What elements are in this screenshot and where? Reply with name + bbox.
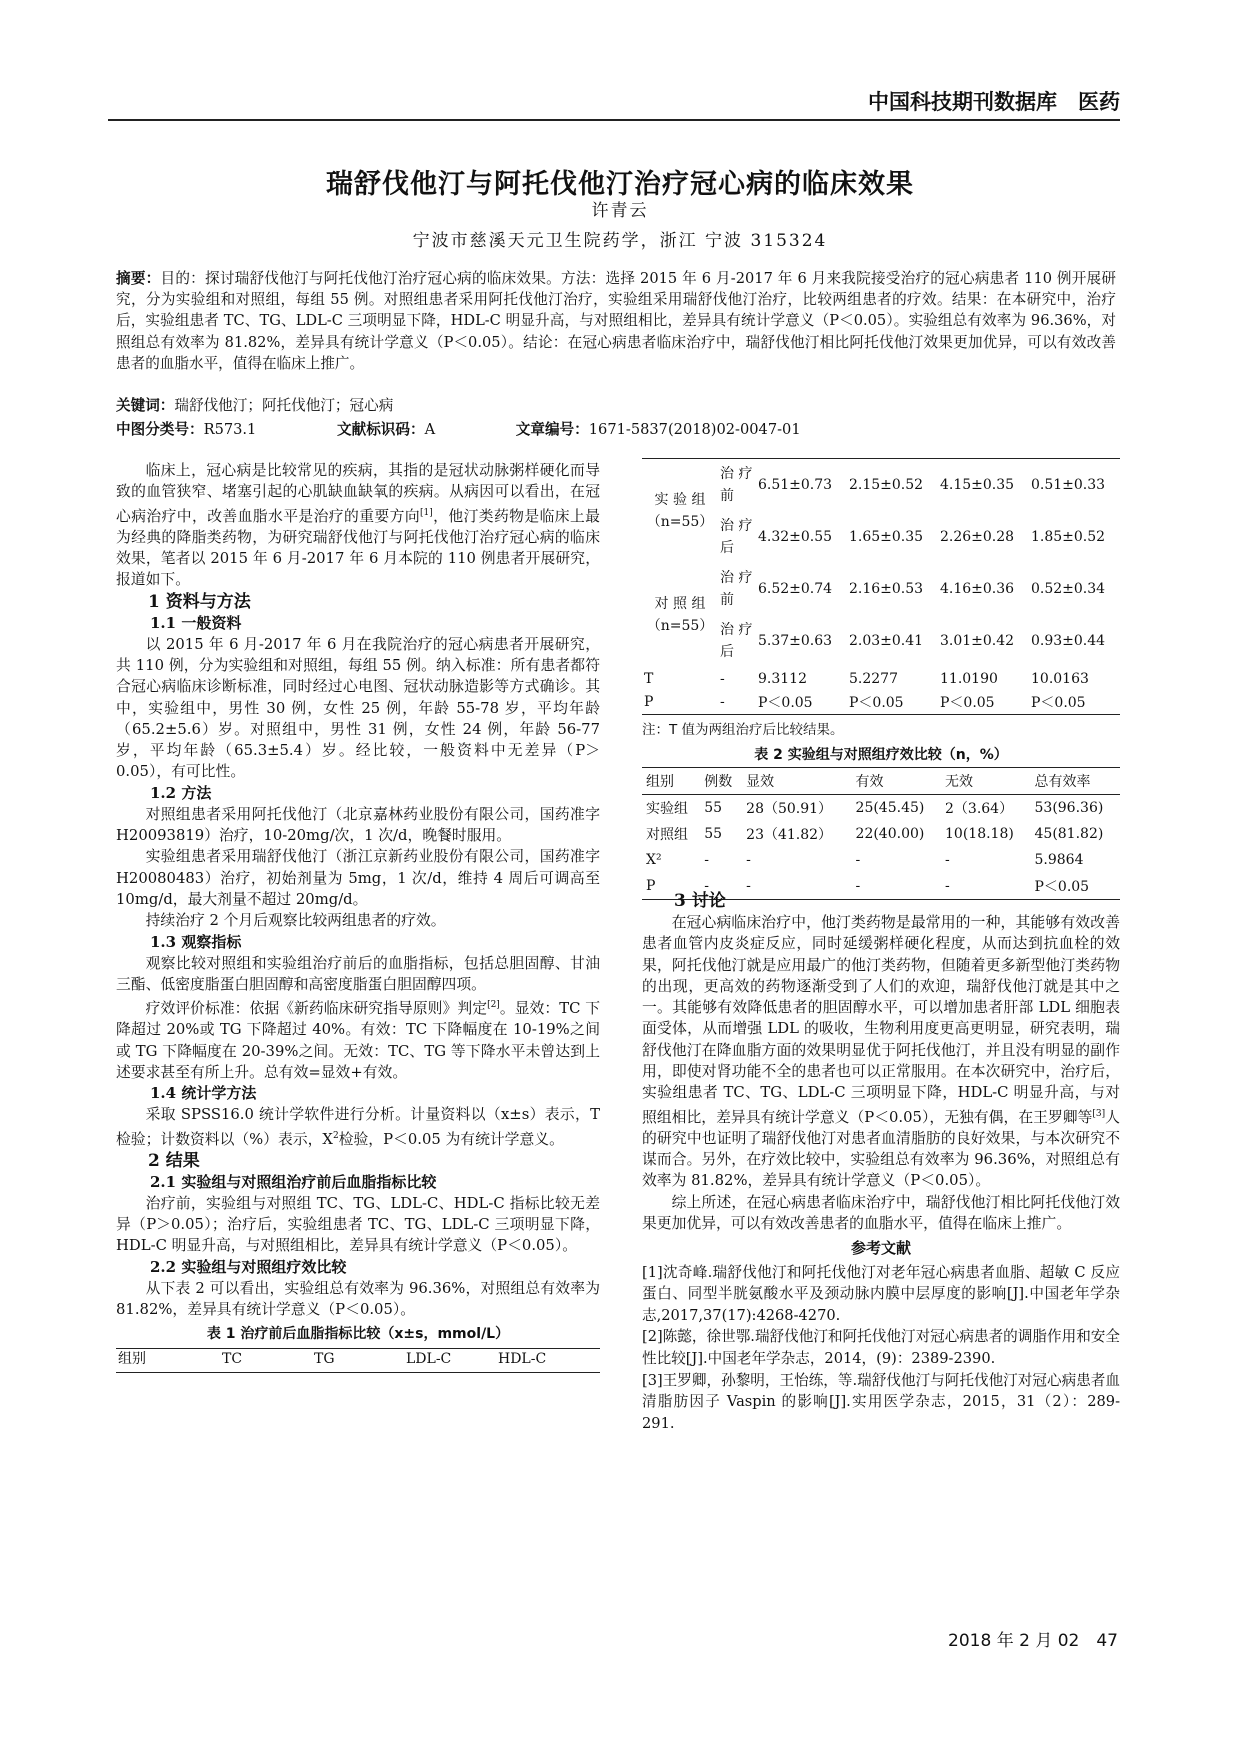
table-header-cell: 例数 — [704, 774, 733, 790]
keywords-label: 关键词： — [116, 397, 175, 414]
table-cell: - — [704, 852, 709, 868]
table-cell: 对照组 — [646, 827, 688, 843]
abstract-text: 目的：探讨瑞舒伐他汀与阿托伐他汀治疗冠心病的临床效果。方法：选择 2015 年 6 月-2017 年 6 月来我院接受治疗的冠心病患者 110 例开展研究，分为实验组和对照组，每组 55 例。对照组患者采用阿托伐他汀治疗，实验组采用瑞舒伐他汀治疗，比较两组患者的疗效。结果：在本研究中，治疗后，实验组患者 TC、TG、LDL-C 三项明显下降，HDL-C 明显升高，与对照组相比，差异具有统计学意义（P＜0.05）。实验组总有效率为 96.36%，对照组总有效率为 81.82%，差异具有统计学意义（P＜0.05）。结论：在冠心病患者临床治疗中，瑞舒伐他汀相比阿托伐他汀效果更加优异，可以有效改善患者的血脂水平，值得在临床上推广。 — [116, 270, 1116, 372]
table-cell: - — [746, 878, 751, 894]
table-cell: X² — [646, 852, 662, 868]
article-no-label: 文章编号： — [515, 421, 589, 438]
table-cell: P＜0.05 — [1034, 879, 1090, 895]
article-no-value: 1671-5837(2018)02-0047-01 — [588, 421, 801, 438]
table-cell: 55 — [704, 826, 723, 842]
table-cell: 4.15±0.35 — [940, 476, 1015, 493]
table-cell: 11.0190 — [940, 670, 998, 687]
table-header-cell: 有效 — [855, 774, 884, 790]
abstract-label: 摘要： — [116, 270, 161, 287]
paragraph: 对照组患者采用阿托伐他汀（北京嘉林药业股份有限公司，国药准字 H20093819）治疗，10-20mg/次，1 次/d，晚餐时服用。 — [116, 805, 600, 845]
doc-code-label: 文献标识码： — [337, 421, 425, 438]
reference-item: [3]王罗卿，孙黎明，王怡练，等.瑞舒伐他汀与阿托伐他汀对冠心病患者血清脂肪因子 Vaspin 的影响[J].实用医学杂志，2015，31（2）：289-291. — [642, 1371, 1120, 1432]
page-footer: 2018 年 2 月 02 47 — [948, 1631, 1118, 1651]
table-cell: P — [646, 878, 656, 894]
table-header-cell: HDL-C — [498, 1351, 547, 1368]
table-cell: 6.52±0.74 — [758, 580, 833, 597]
group-cell: 对 照 组 （n=55） — [646, 595, 714, 634]
table-1-caption: 表 1 治疗前后血脂指标比较（x±s，mmol/L） — [206, 1326, 510, 1343]
table-cell: 实验组 — [646, 801, 688, 817]
table-2-caption: 表 2 实验组与对照组疗效比较（n，%） — [754, 747, 1008, 763]
section-2-1-heading: 2.1 实验组与对照组治疗前后血脂指标比较 — [150, 1172, 437, 1191]
table-cell: P＜0.05 — [758, 695, 813, 712]
table-cell: 1.65±0.35 — [849, 528, 924, 545]
table-cell: 22(40.00) — [855, 826, 925, 842]
table-cell: 5.2277 — [849, 670, 898, 687]
table-header-cell: 组别 — [118, 1351, 146, 1368]
table-1-header — [116, 1348, 600, 1373]
paragraph: 从下表 2 可以看出，实验组总有效率为 96.36%，对照组总有效率为 81.82%，差异具有统计学意义（P＜0.05）。 — [116, 1279, 600, 1318]
table-cell: - — [945, 852, 950, 868]
right-column-text — [642, 890, 1120, 1434]
classification-line — [116, 418, 837, 439]
phase-cell: 治 疗 前 — [720, 569, 753, 608]
paragraph: 综上所述，在冠心病患者临床治疗中，瑞舒伐他汀相比阿托伐他汀效果更加优异，可以有效改善患者的血脂水平，值得在临床上推广。 — [642, 1193, 1120, 1233]
section-1-1-heading: 1.1 一般资料 — [150, 613, 242, 632]
phase-cell: 治 疗 后 — [720, 621, 753, 660]
article-title: 瑞舒伐他汀与阿托伐他汀治疗冠心病的临床效果 — [326, 169, 914, 200]
doc-code-value: A — [424, 421, 436, 438]
clc-value: R573.1 — [203, 421, 257, 438]
section-3-heading: 3 讨论 — [674, 891, 726, 911]
table-cell: - — [704, 878, 709, 894]
table-cell: - — [855, 852, 861, 868]
table-cell: 6.51±0.73 — [758, 476, 833, 493]
table-header-cell: LDL-C — [406, 1351, 452, 1368]
table-cell: 28（50.91） — [746, 801, 833, 817]
author: 许青云 — [591, 201, 649, 221]
section-1-heading: 1 资料与方法 — [148, 591, 251, 612]
table-header-cell: 总有效率 — [1034, 774, 1091, 790]
table-header-cell: 显效 — [746, 774, 775, 790]
table-cell: 2.16±0.53 — [849, 580, 924, 597]
group-cell: 实 验 组 （n=55） — [646, 491, 714, 530]
references-list — [642, 1262, 1120, 1435]
table-cell: - — [720, 694, 725, 711]
phase-cell: 治 疗 前 — [720, 465, 753, 504]
table-cell: 5.37±0.63 — [758, 632, 833, 649]
table-cell: 10.0163 — [1031, 670, 1089, 687]
reference-item: [2]陈懿，徐世鄂.瑞舒伐他汀和阿托伐他汀对冠心病患者的调脂作用和安全性比较[J].中国老年学杂志，2014，(9)：2389-2390. — [642, 1328, 1120, 1368]
table-cell: 0.51±0.33 — [1031, 476, 1106, 493]
table-cell: 55 — [704, 800, 723, 816]
journal-name: 中国科技期刊数据库 医药 — [868, 90, 1120, 114]
table-cell: - — [720, 670, 725, 687]
section-2-heading: 2 结果 — [148, 1150, 200, 1171]
table-cell: 45(81.82) — [1034, 826, 1104, 842]
table-cell: 2（3.64） — [945, 801, 1014, 817]
clc-label: 中图分类号： — [116, 421, 204, 438]
section-1-3-heading: 1.3 观察指标 — [150, 932, 242, 951]
table-cell: 53(96.36) — [1034, 800, 1104, 816]
table-cell: 23（41.82） — [746, 827, 833, 843]
citation-2[interactable]: [2] — [487, 1000, 500, 1011]
table-header-cell: TG — [314, 1351, 335, 1368]
reference-item: [1]沈奇峰.瑞舒伐他汀和阿托伐他汀对老年冠心病患者血脂、超敏 C 反应蛋白、同型半胱氨酸水平及颈动脉内膜中层厚度的影响[J].中国老年学杂志,2017,37(17):4268-4270. — [642, 1263, 1120, 1324]
table-1-body — [642, 458, 1120, 900]
section-1-4-heading: 1.4 统计学方法 — [150, 1084, 257, 1103]
table-cell: 5.9864 — [1034, 852, 1084, 868]
section-1-2-heading: 1.2 方法 — [150, 783, 212, 802]
table-cell: - — [945, 878, 950, 894]
keywords-text: 瑞舒伐他汀；阿托伐他汀；冠心病 — [174, 397, 394, 414]
table-cell: 2.03±0.41 — [849, 632, 924, 649]
table-cell: 10(18.18) — [945, 826, 1014, 842]
paragraph: 采取 SPSS16.0 统计学软件进行分析。计量资料以（x±s）表示，T 检验；计数资料以（%）表示，$X^2$检验，P＜0.05 为有统计学意义。 — [116, 1106, 600, 1148]
table-cell: 3.01±0.42 — [940, 632, 1015, 649]
table-cell: - — [746, 852, 751, 868]
table-header-cell: 组别 — [646, 774, 674, 790]
table-cell: 0.93±0.44 — [1031, 632, 1106, 649]
phase-cell: 治 疗 后 — [720, 517, 753, 556]
table-cell: 2.26±0.28 — [940, 528, 1015, 545]
table-cell: P — [644, 694, 654, 711]
table-cell: P＜0.05 — [1031, 695, 1086, 712]
table-cell: 25(45.45) — [855, 800, 925, 816]
left-column — [116, 460, 600, 1373]
keywords — [116, 394, 393, 415]
section-2-2-heading: 2.2 实验组与对照组疗效比较 — [150, 1257, 347, 1276]
paragraph: 以 2015 年 6 月-2017 年 6 月在我院治疗的冠心病患者开展研究，共 110 例，分为实验组和对照组，每组 55 例。纳入标准：所有患者都符合冠心病临床诊断标准，同时经过心电图、冠状动脉造影等方式确诊。其中，实验组中，男性 30 例，女性 25 例，年龄 55-78 岁，平均年龄（65.2±5.6）岁。对照组中，男性 31 例，女性 24 例，年龄 56-77 岁，平均年龄（65.3±5.4）岁。经比较，一般资料中无差异（P＞0.05），有可比性。 — [116, 635, 600, 781]
header-rule — [108, 119, 1120, 121]
table-cell: 2.15±0.52 — [849, 476, 924, 493]
paragraph: 观察比较对照组和实验组治疗前后的血脂指标，包括总胆固醇、甘油三酯、低密度脂蛋白胆固醇和高密度脂蛋白胆固醇四项。 — [116, 954, 600, 993]
table-cell: 0.52±0.34 — [1031, 580, 1106, 597]
citation-1[interactable]: [1] — [420, 507, 433, 518]
table-2 — [642, 767, 1120, 900]
intro-paragraph: 临床上，冠心病是比较常见的疾病，其指的是冠状动脉粥样硬化而导致的血管狭窄、堵塞引起的心肌缺血缺氧的疾病。从病因可以看出，在冠心病治疗中，改善血脂水平是治疗的重要方向[1]，他汀类药物是临床上最为经典的降脂类药物，为研究瑞舒伐他汀与阿托伐他汀治疗冠心病的临床效果，笔者以 2015 年 6 月-2017 年 6 月本院的 110 例患者开展研究，报道如下。 — [116, 462, 600, 589]
table-header-cell: TC — [222, 1351, 243, 1368]
citation-3[interactable]: [3] — [1092, 1108, 1106, 1119]
paragraph: 疗效评价标准：依据《新药临床研究指导原则》判定[2]。显效：TC 下降超过 20%或 TG 下降超过 40%。有效：TC 下降幅度在 10-19%之间或 TG 下降幅度在 20-39%之间。无效：TC、TG 等下降水平未曾达到上述要求甚至有所上升。总有效=显效+有效。 — [116, 1000, 600, 1081]
table-cell: - — [855, 878, 861, 894]
paragraph: 实验组患者采用瑞舒伐他汀（浙江京新药业股份有限公司，国药准字 H20080483）治疗，初始剂量为 5mg，1 次/d，维持 4 周后可调高至 10mg/d，最大剂量不超过 20mg/d。 — [116, 848, 600, 908]
table-cell: 9.3112 — [758, 670, 807, 687]
paragraph: 持续治疗 2 个月后观察比较两组患者的疗效。 — [145, 912, 446, 930]
paragraph: 治疗前，实验组与对照组 TC、TG、LDL-C、HDL-C 指标比较无差异（P＞0.05）；治疗后，实验组患者 TC、TG、LDL-C 三项明显下降，HDL-C 明显升高，与对照组相比，差异具有统计学意义（P＜0.05）。 — [116, 1194, 600, 1255]
abstract — [116, 268, 1116, 374]
table-cell: 4.16±0.36 — [940, 580, 1015, 597]
table-cell: 4.32±0.55 — [758, 528, 833, 545]
paragraph: 在冠心病临床治疗中，他汀类药物是最常用的一种，其能够有效改善患者血管内皮炎症反应，同时延缓粥样硬化程度，从而达到抗血栓的效果，阿托伐他汀就是应用最广的他汀类药物，但随着更多新型他汀类药物的出现，更高效的药物逐渐受到了人们的欢迎，瑞舒伐他汀就是其中之一。其能够有效降低患者的胆固醇水平，可以增加患者肝部 LDL 细胞表面受体，从而增强 LDL 的吸收，生物利用度更高更明显，研究表明，瑞舒伐他汀在降血脂方面的效果明显优于阿托伐他汀，并且没有明显的副作用，即使对肾功能不全的患者也可以正常服用。在本次研究中，治疗后，实验组患者 TC、TG、LDL-C 三项明显下降，HDL-C 明显升高，与对照组相比，差异具有统计学意义（P＜0.05），无独有偶，在王罗卿等[3]人的研究中也证明了瑞舒伐他汀对患者血清脂肪的良好效果，与本次研究不谋而合。另外，在疗效比较中，实验组总有效率为 96.36%，对照组总有效率为 81.82%，差异具有统计学意义（P＜0.05）。 — [642, 914, 1120, 1190]
affiliation: 宁波市慈溪天元卫生院药学，浙江 宁波 315324 — [412, 231, 828, 251]
table-1-note: 注：T 值为两组治疗后比较结果。 — [642, 722, 844, 738]
table-cell: P＜0.05 — [940, 695, 995, 712]
table-cell: P＜0.05 — [849, 695, 904, 712]
table-cell: 1.85±0.52 — [1031, 528, 1106, 545]
table-cell: T — [644, 670, 654, 687]
references-heading: 参考文献 — [850, 1239, 911, 1258]
table-header-cell: 无效 — [945, 774, 974, 790]
